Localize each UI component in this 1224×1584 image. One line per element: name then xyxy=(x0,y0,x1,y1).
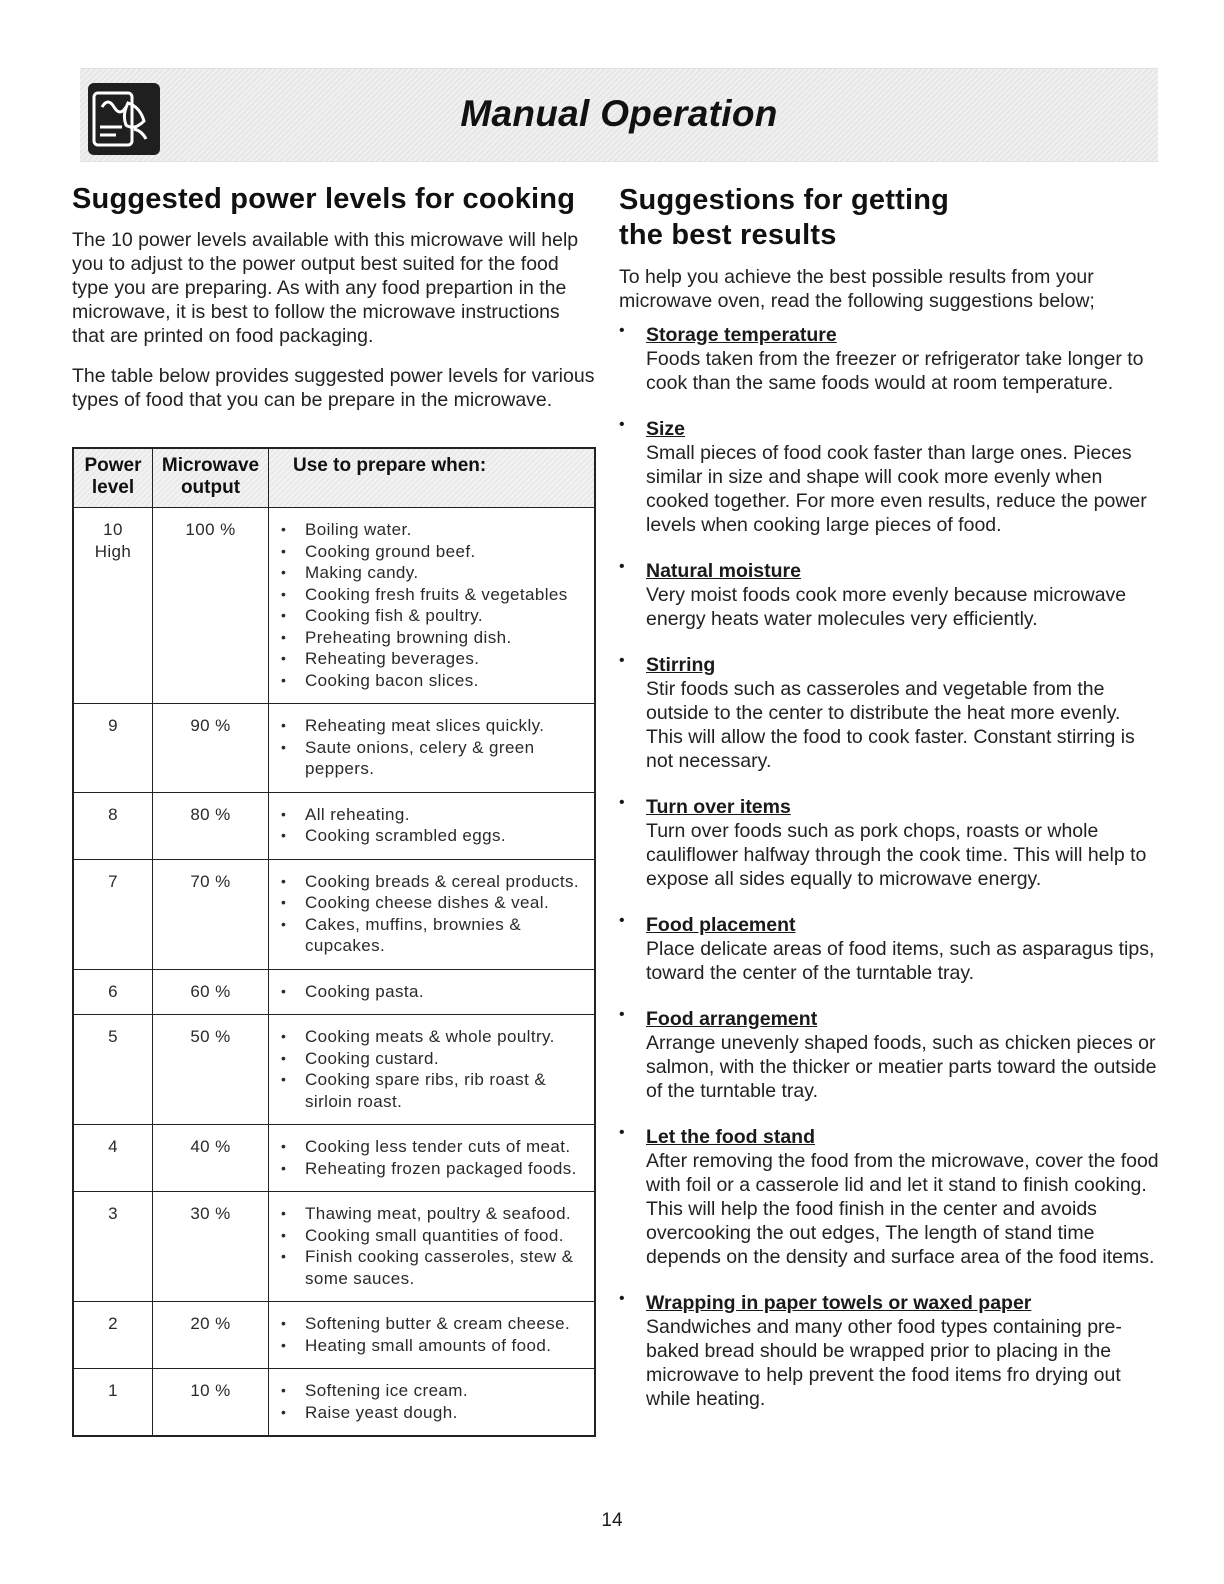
header-power-label: Power xyxy=(84,455,142,476)
use-list xyxy=(279,804,588,847)
power-levels-heading: Suggested power levels for cooking xyxy=(72,183,576,215)
microwave-output-cell: 100 % xyxy=(153,508,269,704)
microwave-output-cell: 70 % xyxy=(153,859,269,969)
table-row xyxy=(73,1369,595,1437)
microwave-output-cell: 50 % xyxy=(153,1015,269,1125)
header-level-label: level xyxy=(91,477,135,498)
suggestion-item xyxy=(619,653,1159,773)
power-level-value: 10 xyxy=(103,520,123,539)
table-row xyxy=(73,1302,595,1369)
suggestion-item xyxy=(619,323,1159,395)
power-levels-table xyxy=(72,447,596,1437)
use-list xyxy=(279,519,588,691)
power-level-label: High xyxy=(94,541,132,561)
use-item: • Cooking custard. xyxy=(279,1048,588,1070)
power-level-value: 5 xyxy=(108,1027,118,1046)
use-item: • Finish cooking casseroles, stew & some sauces. xyxy=(279,1246,588,1289)
microwave-output-cell: 30 % xyxy=(153,1192,269,1302)
suggestion-body: Small pieces of food cook faster than large ones. Pieces similar in size and shape will cook more evenly when cooked together. For more even results, reduce the power levels when cooking large pieces of food. xyxy=(646,442,1147,536)
use-item: • Cooking cheese dishes & veal. xyxy=(279,892,588,914)
suggestion-body: Sandwiches and many other food types containing pre-baked bread should be wrapped prior to placing in the microwave to help prevent the food items fro drying out while heating. xyxy=(646,1316,1122,1410)
power-level-cell xyxy=(73,704,153,793)
use-item: • Boiling water. xyxy=(279,519,588,541)
suggestion-title: • Stirring xyxy=(646,654,716,676)
use-item: • Cooking scrambled eggs. xyxy=(279,825,588,847)
use-item: • Cooking breads & cereal products. xyxy=(279,871,588,893)
power-level-cell xyxy=(73,792,153,859)
power-level-value: 6 xyxy=(108,981,118,1001)
use-item: • Cakes, muffins, brownies & cupcakes. xyxy=(279,914,588,957)
use-list xyxy=(279,715,588,780)
power-level-value: 7 xyxy=(108,871,118,891)
power-level-cell xyxy=(73,1369,153,1437)
table-row xyxy=(73,1015,595,1125)
suggestion-item xyxy=(619,1291,1159,1411)
suggestion-item xyxy=(619,559,1159,631)
use-item: • Cooking fresh fruits & vegetables xyxy=(279,584,588,606)
power-level-cell xyxy=(73,1302,153,1369)
suggestion-title: • Size xyxy=(646,418,686,440)
use-item: • Reheating meat slices quickly. xyxy=(279,715,588,737)
suggestion-body: After removing the food from the microwave, cover the food with foil or a casserole lid and let it stand to finish cooking. This will help the food finish in the center and avoids overcooking the out edges, The length of stand time depends on the density and surface area of the food items. xyxy=(646,1150,1159,1268)
power-level-value: 3 xyxy=(108,1204,118,1223)
suggestion-title: • Food arrangement xyxy=(646,1008,818,1030)
table-row xyxy=(73,508,595,704)
suggestion-item xyxy=(619,1007,1159,1103)
suggestion-title: • Storage temperature xyxy=(646,324,837,346)
power-level-value: 2 xyxy=(108,1314,118,1333)
use-list xyxy=(279,1380,588,1423)
suggestion-item xyxy=(619,795,1159,891)
use-cell xyxy=(269,1015,596,1125)
use-item: • Raise yeast dough. xyxy=(279,1402,588,1424)
table-row xyxy=(73,792,595,859)
use-list xyxy=(279,981,588,1003)
use-list xyxy=(279,871,588,957)
suggestion-body: Stir foods such as casseroles and vegetable from the outside to the center to distribute the heat more evenly. This will allow the food to cook faster. Constant stirring is not necessary. xyxy=(646,678,1135,772)
use-item: • Cooking less tender cuts of meat. xyxy=(279,1136,588,1158)
suggestions-heading-line2: the best results xyxy=(619,219,837,251)
use-item: • Heating small amounts of food. xyxy=(279,1335,588,1357)
column-header-use: Use to prepare when: xyxy=(269,448,596,508)
use-item: • Cooking pasta. xyxy=(279,981,588,1003)
suggestion-body: Place delicate areas of food items, such as asparagus tips, toward the center of the turntable tray. xyxy=(646,938,1155,984)
use-list xyxy=(279,1026,588,1112)
suggestion-item xyxy=(619,1125,1159,1269)
use-item: • Preheating browning dish. xyxy=(279,627,588,649)
use-item: • All reheating. xyxy=(279,804,588,826)
microwave-output-cell: 40 % xyxy=(153,1125,269,1192)
use-item: • Cooking bacon slices. xyxy=(279,670,588,692)
use-cell xyxy=(269,1302,596,1369)
use-list xyxy=(279,1136,588,1179)
use-cell xyxy=(269,792,596,859)
power-level-cell xyxy=(73,1015,153,1125)
use-item: • Cooking fish & poultry. xyxy=(279,605,588,627)
microwave-output-cell: 20 % xyxy=(153,1302,269,1369)
header-microwave-label: Microwave xyxy=(161,455,260,476)
page-title: Manual Operation xyxy=(460,93,778,134)
table-row xyxy=(73,859,595,969)
suggestions-intro: To help you achieve the best possible results from your microwave oven, read the following suggestions below; xyxy=(619,266,1095,312)
page-header xyxy=(80,68,1158,162)
use-item: • Reheating frozen packaged foods. xyxy=(279,1158,588,1180)
use-cell xyxy=(269,1192,596,1302)
use-list xyxy=(279,1203,588,1289)
use-cell xyxy=(269,969,596,1015)
use-cell xyxy=(269,1125,596,1192)
suggestions-list xyxy=(619,323,1159,1411)
power-level-cell xyxy=(73,1125,153,1192)
power-level-cell xyxy=(73,1192,153,1302)
use-cell xyxy=(269,859,596,969)
suggestion-title: • Food placement xyxy=(646,914,796,936)
table-row xyxy=(73,1125,595,1192)
power-level-cell xyxy=(73,859,153,969)
power-level-value: 8 xyxy=(108,804,118,824)
power-level-cell xyxy=(73,508,153,704)
microwave-output-cell: 90 % xyxy=(153,704,269,793)
suggestion-body: Very moist foods cook more evenly because microwave energy heats water molecules very efficiently. xyxy=(646,584,1127,630)
suggestions-section xyxy=(619,183,1159,1433)
use-item: • Softening ice cream. xyxy=(279,1380,588,1402)
suggestion-body: Turn over foods such as pork chops, roasts or whole cauliflower halfway through the cook time. This will help to expose all sides equally to microwave energy. xyxy=(646,820,1147,890)
use-item: • Saute onions, celery & green peppers. xyxy=(279,737,588,780)
power-levels-section xyxy=(72,183,597,428)
power-level-cell xyxy=(73,969,153,1015)
table-header-row xyxy=(73,448,595,508)
table-row xyxy=(73,969,595,1015)
use-item: • Cooking small quantities of food. xyxy=(279,1225,588,1247)
suggestions-heading-line1: Suggestions for getting xyxy=(619,184,950,216)
use-item: • Softening butter & cream cheese. xyxy=(279,1313,588,1335)
table-row xyxy=(73,1192,595,1302)
power-levels-intro: The 10 power levels available with this microwave will help you to adjust to the power output best suited for the food type you are preparing. As with any food prepartion in the microwave, it is best to follow the microwave instructions that are printed on food packaging. xyxy=(72,229,579,347)
table-row xyxy=(73,704,595,793)
use-item: • Reheating beverages. xyxy=(279,648,588,670)
suggestion-title: • Wrapping in paper towels or waxed paper xyxy=(646,1292,1032,1314)
power-levels-table-intro: The table below provides suggested power levels for various types of food that you can be prepare in the microwave. xyxy=(72,365,595,411)
power-level-value: 9 xyxy=(108,716,118,735)
microwave-output-cell: 10 % xyxy=(153,1369,269,1437)
use-cell xyxy=(269,508,596,704)
column-header-microwave-output xyxy=(153,448,269,508)
suggestion-title: • Natural moisture xyxy=(646,560,801,582)
use-cell xyxy=(269,1369,596,1437)
header-output-label: output xyxy=(180,477,241,498)
suggestions-heading xyxy=(619,183,1159,253)
use-item: • Cooking meats & whole poultry. xyxy=(279,1026,588,1048)
suggestion-body: Arrange unevenly shaped foods, such as chicken pieces or salmon, with the thicker or meatier parts toward the outside of the turntable tray. xyxy=(646,1032,1157,1102)
suggestion-body: Foods taken from the freezer or refrigerator take longer to cook than the same foods would at room temperature. xyxy=(646,348,1144,394)
suggestion-item xyxy=(619,913,1159,985)
use-item: • Cooking ground beef. xyxy=(279,541,588,563)
suggestion-title: • Turn over items xyxy=(646,796,791,818)
use-item: • Cooking spare ribs, rib roast & sirloin roast. xyxy=(279,1069,588,1112)
suggestion-title: • Let the food stand xyxy=(646,1126,815,1148)
use-cell xyxy=(269,704,596,793)
power-level-value: 1 xyxy=(108,1381,118,1400)
microwave-output-cell: 80 % xyxy=(153,792,269,859)
column-header-power-level xyxy=(73,448,153,508)
use-item: • Thawing meat, poultry & seafood. xyxy=(279,1203,588,1225)
power-level-value: 4 xyxy=(108,1137,118,1156)
microwave-output-cell: 60 % xyxy=(153,969,269,1015)
use-list xyxy=(279,1313,588,1356)
page-number: 14 xyxy=(601,1510,623,1531)
use-item: • Making candy. xyxy=(279,562,588,584)
suggestion-item xyxy=(619,417,1159,537)
